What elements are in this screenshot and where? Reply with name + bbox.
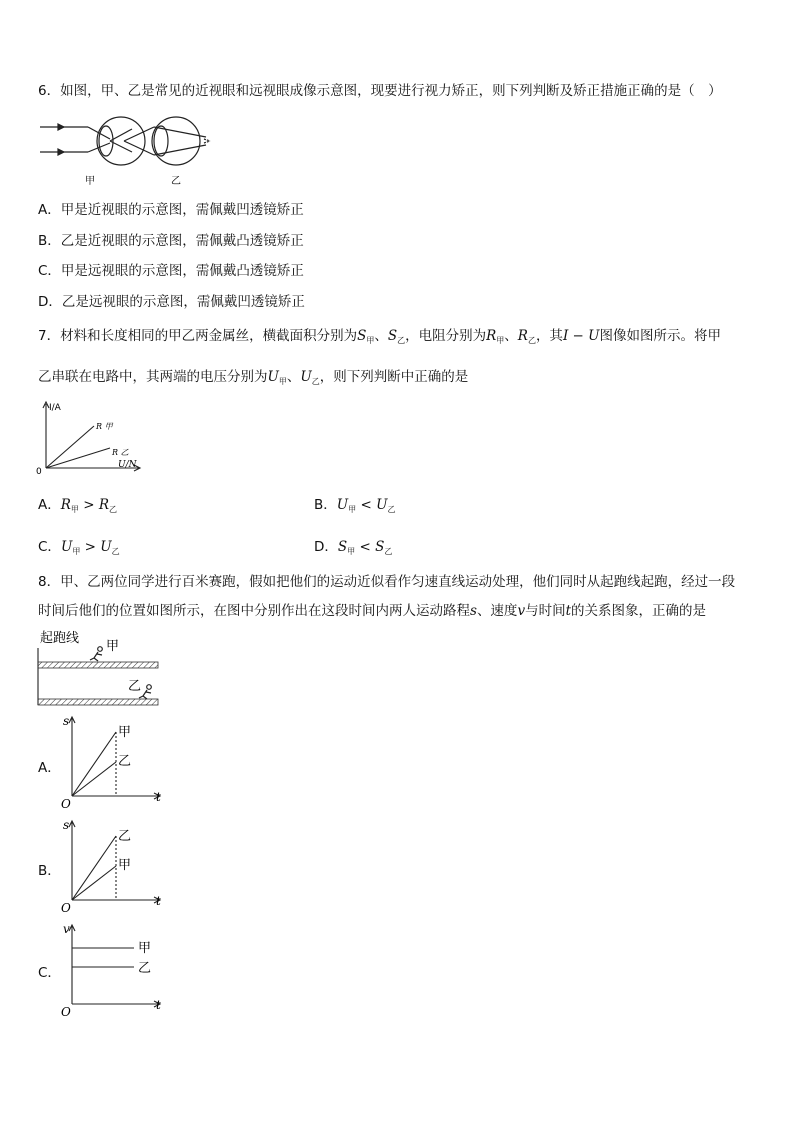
q7-iu-graph [34, 398, 146, 476]
q8-option-c-letter: C． [38, 965, 61, 981]
b-label-bottom: 甲 [118, 858, 132, 873]
b-origin: O [61, 901, 71, 914]
line-bottom [72, 762, 116, 796]
track-label: 起跑线 [40, 631, 80, 646]
c-xlabel: t [156, 998, 161, 1012]
c-label-top: 甲 [138, 941, 152, 956]
q8-option-b-letter: B． [38, 863, 61, 879]
runner-jia-icon [90, 647, 102, 661]
q6-option-d: D．乙是远视眼的示意图，需佩戴凹透镜矫正 [38, 294, 305, 310]
q7-option-c: C．$U_甲 > U_乙$ [38, 539, 120, 556]
a-ylabel: s [63, 714, 70, 728]
c-label-bottom: 乙 [138, 961, 152, 976]
eye-diagram-yi [124, 117, 210, 165]
b-label-top: 乙 [118, 829, 132, 844]
c-ylabel: v [63, 922, 70, 936]
b-xlabel: t [156, 894, 161, 908]
b-ylabel: s [63, 818, 70, 832]
a-xlabel: t [156, 790, 161, 804]
q8-option-a-graph [60, 712, 170, 810]
q7-ylabel: I/A [49, 403, 61, 413]
fig-label-jia: 甲 [85, 176, 95, 187]
q7-origin: 0 [36, 467, 42, 476]
q8-track-figure [36, 628, 162, 710]
a-origin: O [61, 797, 71, 810]
a-label-top: 甲 [118, 725, 132, 740]
q6-option-b: B．乙是近视眼的示意图，需佩戴凸透镜矫正 [38, 233, 304, 249]
eye-diagram-jia [40, 117, 145, 165]
q7-xlabel: U/N [118, 460, 137, 470]
q7-option-a: A．$R_甲 > R_乙$ [38, 497, 117, 514]
q8-stem-line2: 时间后他们的位置如图所示，在图中分别作出在这段时间内两人运动路程s、速度v与时间t的关系图象，正确的是 [38, 603, 707, 619]
q7-option-d: D．$S_甲 < S_乙$ [314, 539, 393, 556]
q8-option-c-graph [60, 920, 172, 1020]
q7-stem-line1: 7．材料和长度相同的甲乙两金属丝，横截面积分别为$S_甲$、$S_乙$，电阻分别为$R_甲$、$R_乙$，其I − U图像如图所示。将甲 [38, 328, 722, 345]
q6-option-a: A．甲是近视眼的示意图，需佩戴凹透镜矫正 [38, 202, 304, 218]
line-r-jia [46, 426, 94, 468]
q8-option-b-graph [60, 816, 170, 914]
c-origin: O [61, 1005, 71, 1019]
q7-stem-line2: 乙串联在电路中，其两端的电压分别为$U_甲$、$U_乙$，则下列判断中正确的是 [38, 369, 469, 386]
q7-label-r-yi: R 乙 [112, 448, 129, 457]
q8-option-a-letter: A． [38, 760, 61, 776]
q6-eye-figure [36, 112, 226, 188]
line-top [72, 732, 116, 796]
line-r-yi [46, 448, 110, 468]
q6-stem: 6．如图，甲、乙是常见的近视眼和远视眼成像示意图，现要进行视力矫正，则下列判断及矫正措施正确的是（ ） [38, 83, 722, 99]
q7-option-b: B．$U_甲 < U_乙$ [314, 497, 396, 514]
q6-option-c: C．甲是远视眼的示意图，需佩戴凸透镜矫正 [38, 263, 304, 279]
fig-label-yi: 乙 [171, 176, 181, 187]
q7-label-r-jia: R 甲 [96, 422, 113, 431]
runner-jia-label: 甲 [106, 639, 120, 654]
q8-stem-line1: 8．甲、乙两位同学进行百米赛跑，假如把他们的运动近似看作匀速直线运动处理，他们同时从起跑线起跑，经过一段 [38, 574, 736, 590]
runner-yi-label: 乙 [128, 679, 142, 694]
a-label-bottom: 乙 [118, 754, 132, 769]
